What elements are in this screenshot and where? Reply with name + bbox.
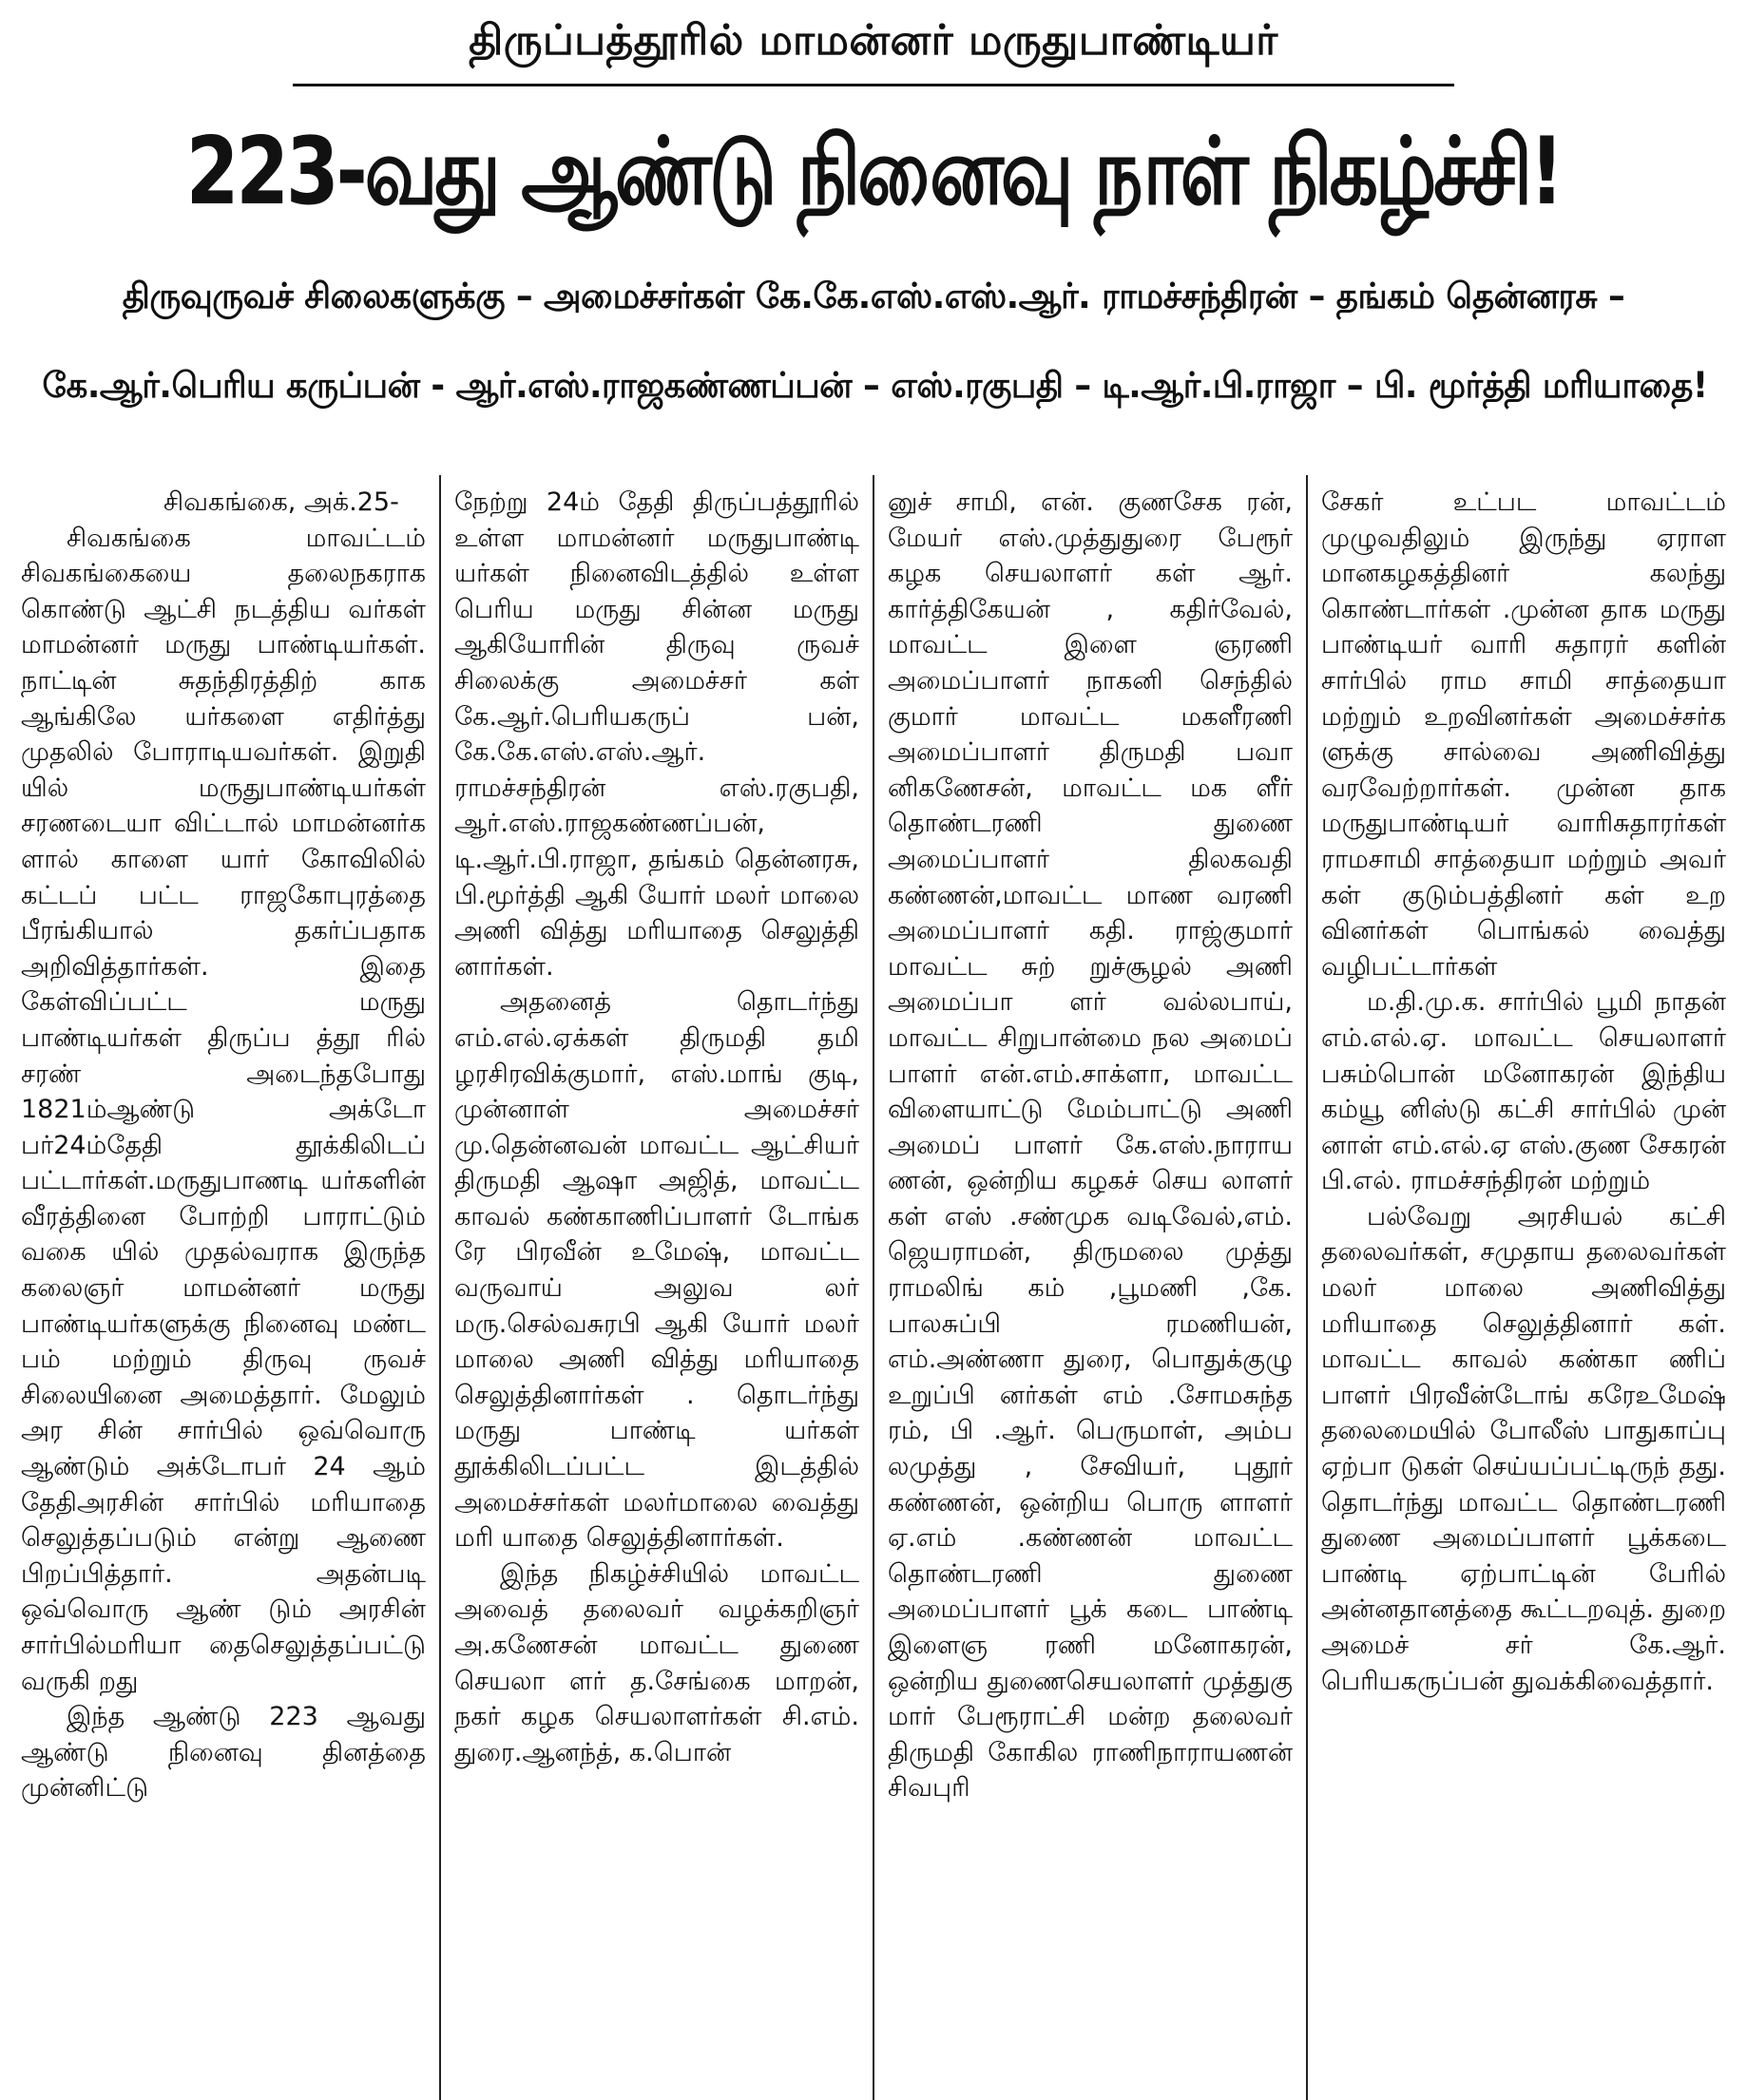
paragraph: நேற்று 24ம் தேதி திருப்பத்தூரில் உள்ள மாமன்னர் மருதுபாண்டி யர்கள் நினைவிடத்தில் உள்ள பெரிய மருது சின்ன மருது ஆகியோரின் திருவு ருவச் சிலைக்கு அமைச்சர் கள் கே.ஆர்.பெரியகருப் பன், கே.கே.எஸ்.எஸ்.ஆர். ராமச்சந்திரன் எஸ்.ரகுபதி, ஆர்.எஸ்.ராஜகண்ணப்பன், டி.ஆர்.பி.ராஜா, தங்கம் தென்னரசு, பி.மூர்த்தி ஆகி யோர் மலர் மாலை அணி வித்து மரியாதை செலுத்தி னார்கள்.	[454, 487, 859, 982]
headline: 223-வது ஆண்டு நினைவு நாள் நிகழ்ச்சி!	[185, 118, 1562, 226]
paragraph: இந்த நிகழ்ச்சியில் மாவட்ட அவைத் தலைவர் வழக்கறிஞர் அ.கணேசன் மாவட்ட துணை செயலா ளர் த.சேங்கை மாறன், நகர் கழக செயலாளர்கள் சி.எம். துரை.ஆனந்த், க.பொன்	[454, 1558, 859, 1767]
kicker-line: திருப்பத்தூரில் மாமன்னர் மருதுபாண்டியர்	[293, 4, 1454, 86]
column-3	[873, 475, 1306, 2100]
paragraph: இந்த ஆண்டு 223 ஆவது ஆண்டு நினைவு தினத்தை முன்னிட்டு	[21, 1702, 426, 1804]
article-body	[8, 475, 1739, 2100]
dateline: சிவகங்கை, அக்.25-	[163, 487, 399, 517]
subheadline-2: கே.ஆர்.பெரிய கருப்பன் - ஆர்.எஸ்.ராஜகண்ணப்பன் – எஸ்.ரகுபதி – டி.ஆர்.பி.ராஜா – பி. மூர்த்தி மரியாதை!	[42, 365, 1708, 406]
paragraph: னுச் சாமி, என். குணசேக ரன், மேயர் எஸ்.முத்துதுரை பேரூர் கழக செயலாளர் கள் ஆர். கார்த்திகேயன் , கதிர்வேல், மாவட்ட இளை ஞரணி அமைப்பாளர் நாகனி செந்தில் குமார் மாவட்ட மகளீரணி அமைப்பாளர் திருமதி பவா னிகணேசன், மாவட்ட மக ளீர் தொண்டரணி துணை அமைப்பாளர் திலகவதி கண்ணன்,மாவட்ட மாண வரணி அமைப்பாளர் கதி. ராஜ்குமார் மாவட்ட சுற் றுச்சூழல் அணி அமைப்பா ளர் வல்லபாய், மாவட்ட சிறுபான்மை நல அமைப் பாளர் என்.எம்.சாக்ளா, மாவட்ட விளையாட்டு மேம்பாட்டு அணி அமைப் பாளர் கே.எஸ்.நாராய ணன், ஒன்றிய கழகச் செய லாளர் கள் எஸ் .சண்முக வடிவேல்,எம். ஜெயராமன், திருமலை முத்து ராமலிங் கம் ,பூமணி ,கே. பாலசுப்பி ரமணியன், எம்.அண்ணா துரை, பொதுக்குழு உறுப்பி னர்கள் எம் .சோமசுந்த ரம், பி .ஆர். பெருமாள், அம்ப லமுத்து , சேவியர், புதூர் கண்ணன், ஒன்றிய பொரு ளாளர் ஏ.எம் .கண்ணன் மாவட்ட தொண்டரணி துணை அமைப்பாளர் பூக் கடை பாண்டி இளைஞ ரணி மனோகரன், ஒன்றிய துணைசெயலாளர் முத்துகு மார் பேரூராட்சி மன்ற தலைவர் திருமதி கோகில ராணிநாராயணன் சிவபுரி	[888, 487, 1293, 1804]
column-2	[439, 475, 873, 2100]
paragraph: சேகர் உட்பட மாவட்டம் முழுவதிலும் இருந்து ஏராள மானகழகத்தினர் கலந்து கொண்டார்கள் .முன்ன தாக மருது பாண்டியர் வாரி சுதாரர் களின் சார்பில் ராம சாமி சாத்தையா மற்றும் உறவினர்கள் அமைச்சர்க ளுக்கு சால்வை அணிவித்து வரவேற்றார்கள். முன்ன தாக மருதுபாண்டியர் வாரிசுதாரர்கள் ராமசாமி சாத்தையா மற்றும் அவர் கள் குடும்பத்தினர் கள் உற வினர்கள் பொங்கல் வைத்து வழிபட்டார்கள்	[1321, 487, 1726, 982]
paragraph: பல்வேறு அரசியல் கட்சி தலைவர்கள், சமுதாய தலைவர்கள் மலர் மாலை அணிவித்து மரியாதை செலுத்தினார் கள். மாவட்ட காவல் கண்கா ணிப் பாளர் பிரவீன்டோங் கரேஉமேஷ் தலைமையில் போலீஸ் பாதுகாப்பு ஏற்பா டுகள் செய்யப்பட்டிருந் தது. தொடர்ந்து மாவட்ட தொண்டரணி துணை அமைப்பாளர் பூக்கடை பாண்டி ஏற்பாட்டின் பேரில் அன்னதானத்தை கூட்டறவுத். துறை அமைச் சர் கே.ஆர். பெரியகருப்பன் துவக்கிவைத்தார்.	[1321, 1201, 1726, 1696]
subheadline-1: திருவுருவச் சிலைகளுக்கு – அமைச்சர்கள் கே.கே.எஸ்.எஸ்.ஆர். ராமச்சந்திரன் – தங்கம் தென்னரசு –	[122, 276, 1625, 316]
column-4	[1306, 475, 1739, 2100]
column-1	[8, 475, 439, 2100]
paragraph: அதனைத் தொடர்ந்து எம்.எல்.ஏக்கள் திருமதி தமி ழரசிரவிக்குமார், எஸ்.மாங் குடி, முன்னாள் அமைச்சர் மு.தென்னவன் மாவட்ட ஆட்சியர் திருமதி ஆஷா அஜித், மாவட்ட காவல் கண்காணிப்பாளர் டோங்க ரே பிரவீன் உமேஷ், மாவட்ட வருவாய் அலுவ லர் மரு.செல்வசுரபி ஆகி யோர் மலர் மாலை அணி வித்து மரியாதை செலுத்தினார்கள் . தொடர்ந்து மருது பாண்டி யர்கள் தூக்கிலிடப்பட்ட இடத்தில் அமைச்சர்கள் மலர்மாலை வைத்து மரி யாதை செலுத்தினார்கள்.	[454, 987, 859, 1554]
paragraph: சிவகங்கை மாவட்டம் சிவகங்கையை தலைநகராக கொண்டு ஆட்சி நடத்திய வர்கள் மாமன்னர் மருது பாண்டியர்கள். நாட்டின் சுதந்திரத்திற் காக ஆங்கிலே யர்களை எதிர்த்து முதலில் போராடியவர்கள். இறுதி யில் மருதுபாண்டியர்கள் சரணடையா விட்டால் மாமன்னர்க ளால் காளை யார் கோவிலில் கட்டப் பட்ட ராஜகோபுரத்தை பீரங்கியால் தகர்ப்பதாக அறிவித்தார்கள். இதை கேள்விப்பட்ட மருது பாண்டியர்கள் திருப்ப த்தூ ரில் சரண் அடைந்தபோது 1821ம்ஆண்டு அக்டோ பர்24ம்தேதி தூக்கிலிடப் பட்டார்கள்.மருதுபாணடி யர்களின் வீரத்தினை போற்றி பாராட்டும் வகை யில் முதல்வராக இருந்த கலைஞர் மாமன்னர் மருது பாண்டியர்களுக்கு நினைவு மண்ட பம் மற்றும் திருவு ருவச் சிலையினை அமைத்தார். மேலும் அர சின் சார்பில் ஒவ்வொரு ஆண்டும் அக்டோபர் 24 ஆம் தேதிஅரசின் சார்பில் மரியாதை செலுத்தப்படும் என்று ஆணை பிறப்பித்தார். அதன்படி ஒவ்வொரு ஆண் டும் அரசின் சார்பில்மரியா தைசெலுத்தப்பட்டு வருகி றது	[21, 523, 426, 1696]
paragraph: ம.தி.மு.க. சார்பில் பூமி நாதன் எம்.எல்.ஏ. மாவட்ட செயலாளர் பசும்பொன் மனோகரன் இந்திய கம்யூ னிஸ்டு கட்சி சார்பில் முன் னாள் எம்.எல்.ஏ எஸ்.குண சேகரன் பி.எல். ராமச்சந்திரன் மற்றும்	[1321, 987, 1726, 1196]
